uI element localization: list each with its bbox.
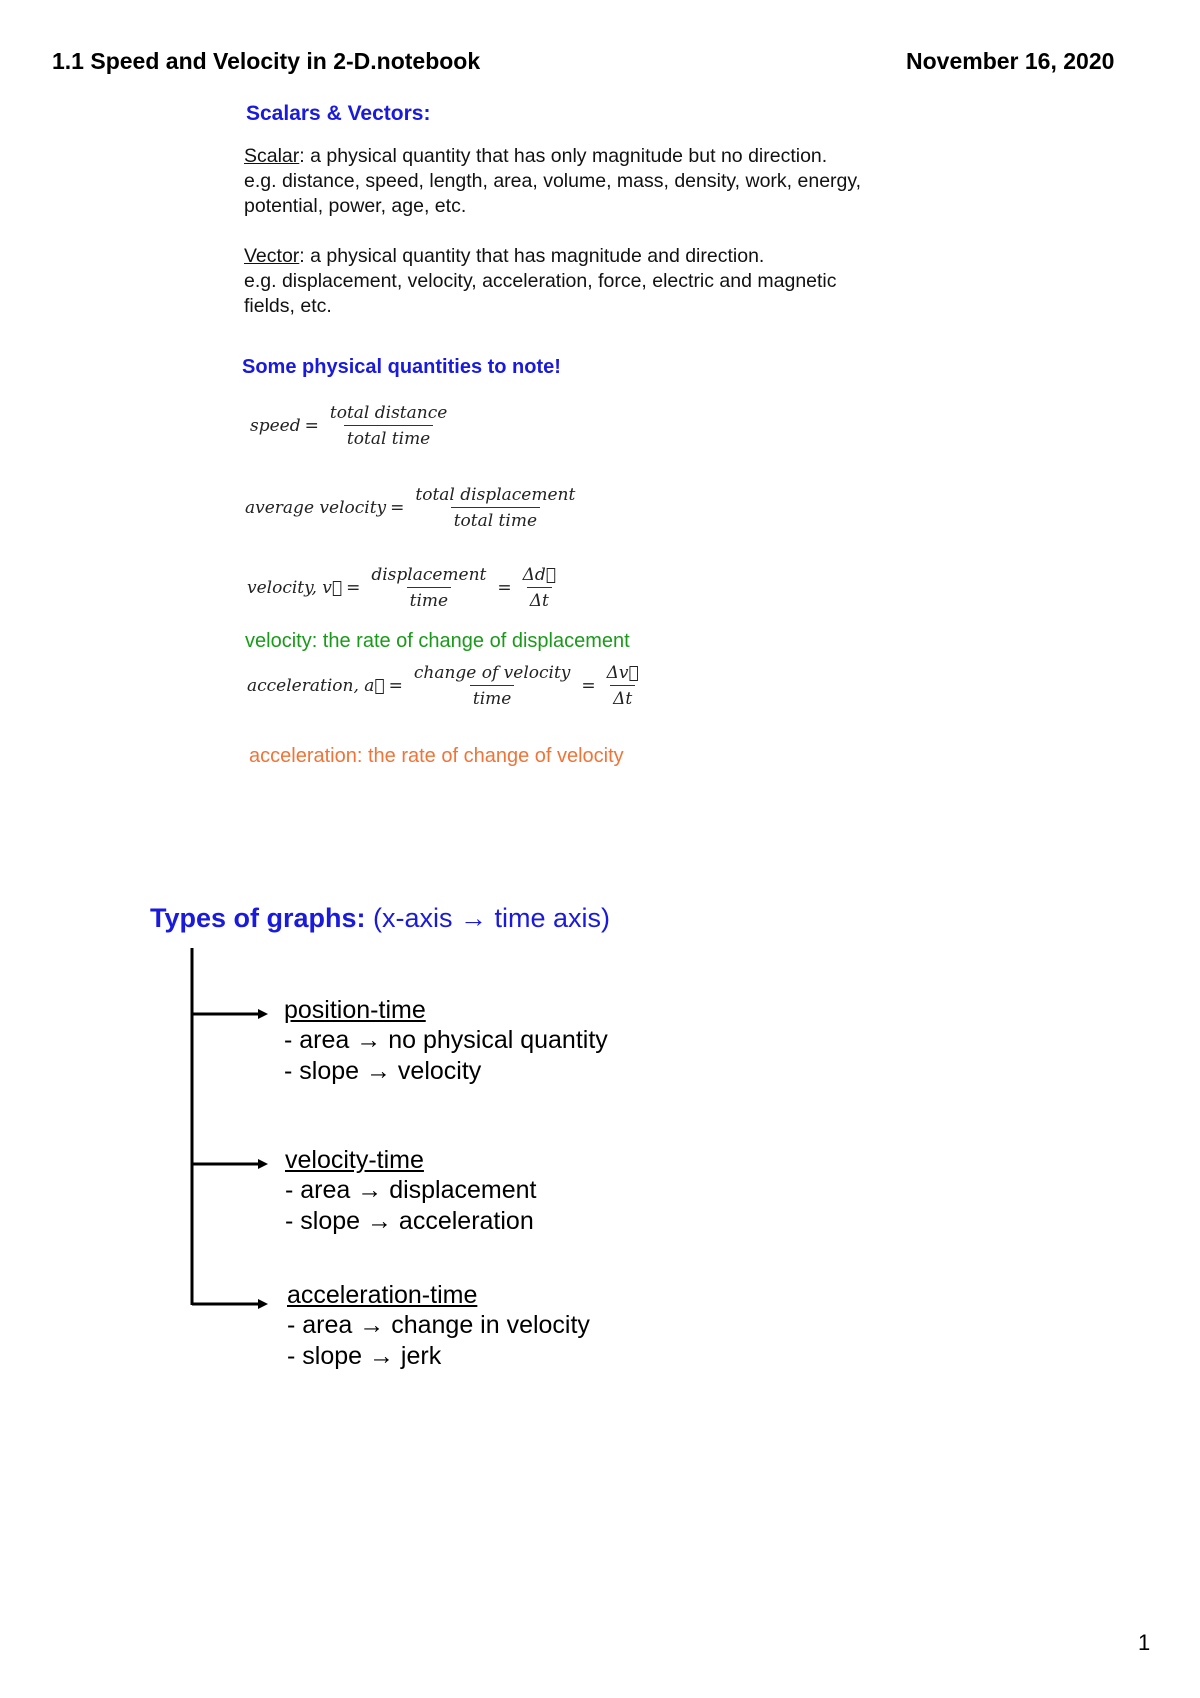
- velocity-delta-denominator: Δt: [527, 587, 552, 611]
- scalar-examples-line-1: e.g. distance, speed, length, area, volume, mass, density, work, energy,: [244, 170, 862, 192]
- graph-type-slope: - slope → jerk: [287, 1342, 442, 1370]
- speed-lhs: speed: [250, 416, 301, 436]
- graph-type-slope: - slope → velocity: [284, 1057, 482, 1085]
- graph-type-area: - area → change in velocity: [287, 1311, 590, 1339]
- velocity-note: velocity: the rate of change of displacement: [245, 630, 630, 652]
- scalar-term: Scalar: [244, 145, 300, 167]
- equals-sign: =: [390, 498, 405, 518]
- graphs-title-bold: Types of graphs:: [150, 903, 366, 933]
- avg-velocity-denominator: total time: [451, 507, 540, 531]
- graph-type-name: velocity-time: [285, 1146, 424, 1174]
- vector-examples-line-2: fields, etc.: [244, 295, 332, 317]
- graph-type-area: - area → displacement: [285, 1176, 537, 1204]
- scalar-examples-line-2: potential, power, age, etc.: [244, 195, 467, 217]
- vector-examples-line-1: e.g. displacement, velocity, acceleration, force, electric and magnetic: [244, 270, 837, 292]
- speed-denominator: total time: [344, 425, 433, 449]
- acceleration-denominator: time: [470, 685, 514, 709]
- vector-term: Vector: [244, 245, 300, 267]
- graph-type-position-time: [284, 996, 608, 1087]
- graph-type-acceleration-time: [287, 1281, 590, 1372]
- vector-def-text: : a physical quantity that has magnitude and direction.: [299, 245, 765, 267]
- velocity-denominator: time: [407, 587, 451, 611]
- graph-type-name: acceleration-time: [287, 1281, 478, 1309]
- velocity-lhs: velocity, v⃗: [247, 578, 343, 598]
- quantities-title: Some physical quantities to note!: [242, 356, 561, 378]
- page-number: 1: [1138, 1630, 1151, 1655]
- equals-sign: =: [581, 676, 596, 696]
- avg-velocity-numerator: total displacement: [415, 485, 576, 505]
- acceleration-note: acceleration: the rate of change of velocity: [249, 745, 624, 767]
- branch-arrow-acceleration: [192, 1299, 268, 1309]
- equals-sign: =: [304, 416, 319, 436]
- header-date: November 16, 2020: [906, 48, 1115, 74]
- graph-type-slope: - slope → acceleration: [285, 1207, 534, 1235]
- branch-arrow-position: [192, 1009, 268, 1019]
- scalar-def-text: : a physical quantity that has only magnitude but no direction.: [299, 145, 828, 167]
- equals-sign: =: [497, 578, 512, 598]
- graphs-title-rest: (x-axis → time axis): [365, 903, 611, 933]
- branch-arrow-velocity: [192, 1159, 268, 1169]
- acceleration-delta-numerator: Δv⃗: [606, 663, 639, 683]
- scalars-vectors-title: Scalars & Vectors:: [246, 102, 431, 125]
- notebook-title: 1.1 Speed and Velocity in 2-D.notebook: [52, 48, 481, 74]
- velocity-delta-numerator: Δd⃗: [522, 565, 557, 585]
- graph-type-area: - area → no physical quantity: [284, 1026, 608, 1054]
- velocity-numerator: displacement: [371, 565, 487, 585]
- graph-type-name: position-time: [284, 996, 426, 1024]
- avg-velocity-lhs: average velocity: [245, 498, 387, 518]
- equals-sign: =: [346, 578, 361, 598]
- acceleration-delta-denominator: Δt: [610, 685, 635, 709]
- equals-sign: =: [388, 676, 403, 696]
- acceleration-lhs: acceleration, a⃗: [247, 676, 385, 696]
- acceleration-numerator: change of velocity: [413, 663, 571, 683]
- speed-numerator: total distance: [329, 403, 448, 423]
- graph-type-velocity-time: [285, 1146, 537, 1237]
